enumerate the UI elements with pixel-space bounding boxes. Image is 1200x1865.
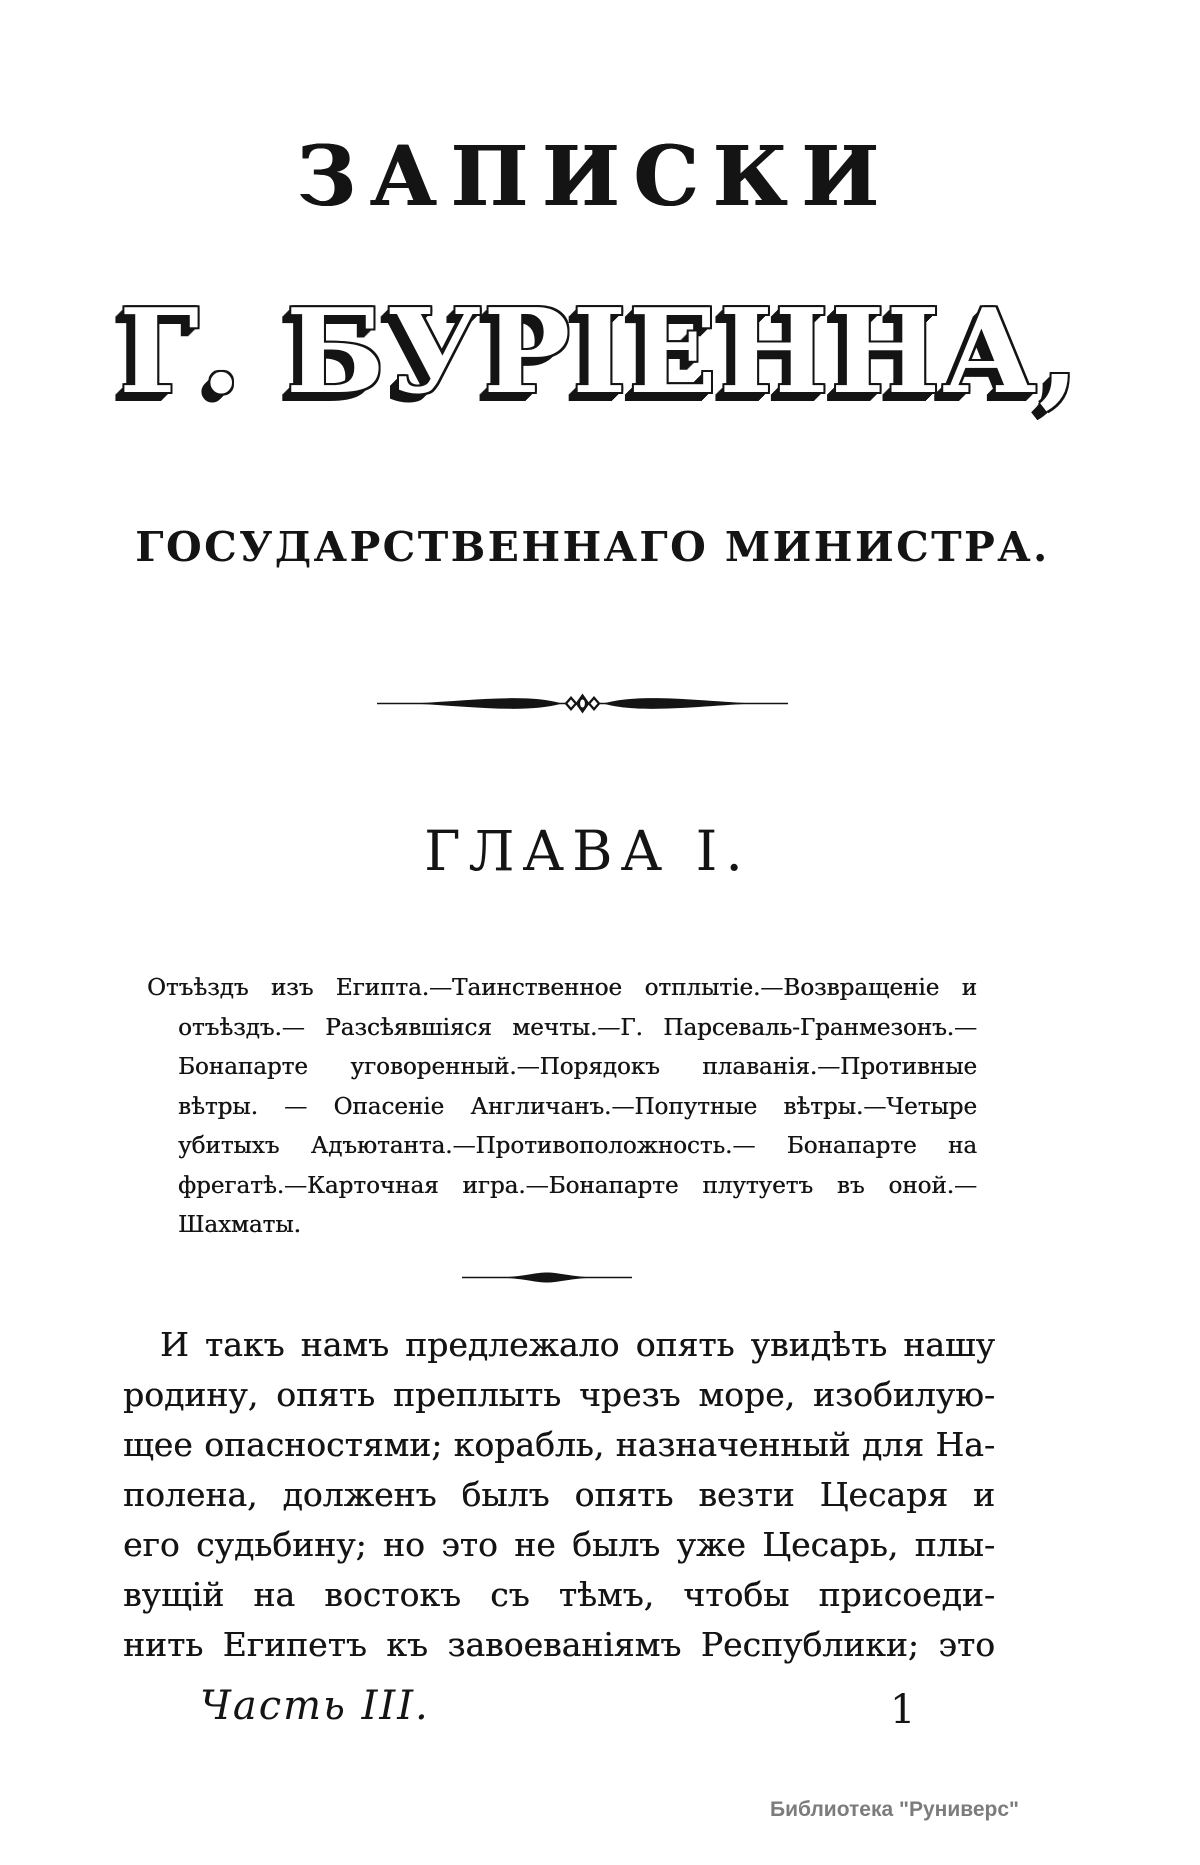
book-subtitle: ГОСУДАРСТВЕННАГО МИНИСТРА. <box>135 523 1050 571</box>
body-line: нить Египетъ къ завоеваніямъ Республики; это <box>123 1625 995 1664</box>
body-line: вущій на востокъ съ тѣмъ, чтобы присоеди- <box>123 1575 995 1614</box>
body-line: щее опасностями; корабль, назначенный для На- <box>123 1425 995 1464</box>
chapter-summary <box>147 969 977 1246</box>
book-author-title: Г. БУРІЕННА, <box>118 284 1082 420</box>
volume-label: Часть III. <box>200 1683 430 1729</box>
summary-line: вѣтры. — Опасеніе Англичанъ.—Попутные вѣтры.—Четыре <box>178 1093 977 1120</box>
body-line: его судьбину; но это не былъ уже Цесарь, плы- <box>123 1525 995 1564</box>
summary-line: Отъѣздъ изъ Египта.—Таинственное отплытіе.—Возвращеніе и <box>147 975 977 1001</box>
summary-line: Шахматы. <box>178 1212 301 1238</box>
summary-line: Бонапарте уговоренный.—Порядокъ плаванія.—Противные <box>178 1054 977 1080</box>
body-line: И такъ намъ предлежало опять увидѣть нашу <box>160 1325 995 1364</box>
summary-line: фрегатѣ.—Карточная игра.—Бонапарте плутуетъ въ оной.— <box>178 1172 977 1199</box>
body-line: полена, долженъ былъ опять везти Цесаря и <box>123 1475 995 1514</box>
body-paragraph <box>123 1320 995 1670</box>
page-number: 1 <box>890 1687 916 1733</box>
ornament-divider-small <box>462 1270 632 1285</box>
summary-line: отъѣздъ.— Разсѣявшіяся мечты.—Г. Парсеваль-Гранмезонъ.— <box>178 1014 977 1041</box>
book-title: ЗАПИСКИ <box>296 129 894 225</box>
runivers-watermark: Библиотека "Руниверс" <box>770 1798 1020 1821</box>
body-line: родину, опять преплыть чрезъ море, изобилую- <box>123 1375 995 1414</box>
chapter-heading: ГЛАВА I. <box>424 819 751 883</box>
summary-line: убитыхъ Адъютанта.—Противоположность.— Бонапарте на <box>178 1133 977 1159</box>
ornament-divider-large <box>375 690 790 717</box>
